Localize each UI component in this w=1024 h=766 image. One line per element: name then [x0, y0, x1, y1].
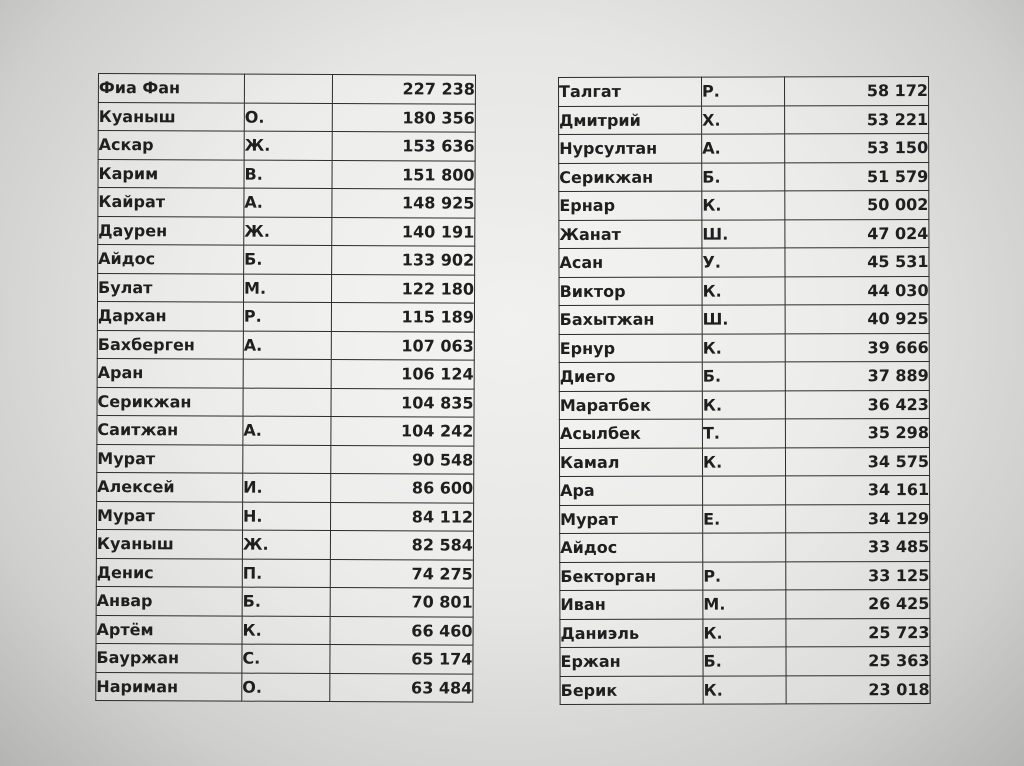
table-row	[560, 675, 930, 704]
name-cell: Саитжан	[97, 415, 243, 444]
name-cell: Айдос	[560, 533, 703, 562]
value-cell: 35 298	[785, 419, 929, 448]
initial-cell: Ш.	[702, 305, 785, 334]
initial-cell: Б.	[703, 647, 786, 676]
table-row	[97, 387, 474, 417]
table-row	[96, 672, 473, 702]
table-row	[98, 273, 475, 303]
initial-cell: К.	[703, 675, 786, 704]
value-cell: 39 666	[785, 333, 929, 362]
table-row	[560, 647, 930, 676]
table-row	[559, 219, 929, 248]
value-cell: 44 030	[785, 276, 929, 305]
initial-cell	[243, 359, 331, 388]
value-cell: 34 575	[785, 447, 929, 476]
value-cell: 106 124	[331, 360, 474, 389]
table-row	[560, 476, 930, 505]
name-cell: Алексей	[97, 472, 243, 501]
name-cell: Куаныш	[96, 529, 242, 558]
initial-cell: К.	[702, 390, 785, 419]
initial-cell: Ш.	[702, 219, 785, 248]
name-cell: Аран	[97, 358, 243, 387]
value-cell: 51 579	[785, 162, 929, 191]
table-row	[559, 276, 929, 305]
value-cell: 151 800	[332, 160, 475, 189]
name-cell: Ернар	[559, 191, 702, 220]
value-cell: 86 600	[331, 474, 474, 503]
initial-cell: Б.	[242, 587, 330, 616]
table-row	[98, 159, 475, 189]
value-cell: 122 180	[332, 274, 475, 303]
initial-cell: М.	[703, 590, 786, 619]
name-cell: Асылбек	[559, 419, 702, 448]
value-cell: 84 112	[331, 502, 474, 531]
table-row	[560, 618, 930, 647]
value-cell: 153 636	[332, 132, 475, 161]
value-cell: 33 485	[786, 533, 930, 562]
initial-cell: Ж.	[242, 530, 330, 559]
name-cell: Камал	[559, 448, 702, 477]
value-cell: 90 548	[331, 445, 474, 474]
table-row	[559, 105, 929, 134]
name-cell: Дмитрий	[559, 106, 702, 135]
value-cell: 227 238	[332, 75, 475, 104]
name-cell: Ержан	[560, 647, 703, 676]
value-cell: 70 801	[330, 588, 473, 617]
name-cell: Карим	[98, 159, 244, 188]
table-row	[559, 77, 929, 106]
initial-cell: К.	[702, 333, 785, 362]
value-cell: 37 889	[785, 362, 929, 391]
table-row	[560, 504, 930, 533]
name-cell: Булат	[98, 273, 244, 302]
value-cell: 40 925	[785, 305, 929, 334]
table-row	[98, 74, 475, 104]
initial-cell: К.	[242, 616, 330, 645]
initial-cell: Н.	[243, 502, 331, 531]
value-cell: 180 356	[332, 103, 475, 132]
table-row	[98, 245, 475, 275]
initial-cell: А.	[243, 331, 331, 360]
name-cell: Виктор	[559, 277, 702, 306]
table-row	[97, 501, 474, 531]
value-cell: 53 150	[785, 134, 929, 163]
value-cell: 148 925	[332, 189, 475, 218]
table-row	[559, 162, 929, 191]
value-cell: 104 242	[331, 417, 474, 446]
initial-cell: К.	[703, 618, 786, 647]
name-cell: Анвар	[96, 586, 242, 615]
value-cell: 25 363	[786, 647, 930, 676]
table-row	[560, 561, 930, 590]
value-cell: 104 835	[331, 388, 474, 417]
table-row	[96, 529, 473, 559]
name-cell: Куаныш	[98, 102, 244, 131]
name-cell: Мурат	[560, 505, 703, 534]
name-cell: Диего	[559, 362, 702, 391]
value-cell: 133 902	[332, 246, 475, 275]
name-cell: Маратбек	[559, 391, 702, 420]
initial-cell: О.	[242, 673, 330, 702]
table-row	[559, 447, 929, 476]
name-cell: Дархан	[97, 302, 243, 331]
name-cell: Кайрат	[98, 188, 244, 217]
initial-cell: Б.	[244, 245, 332, 274]
initial-cell: К.	[702, 447, 785, 476]
value-cell: 74 275	[330, 559, 473, 588]
initial-cell	[243, 388, 331, 417]
value-cell: 36 423	[785, 390, 929, 419]
table-row	[97, 472, 474, 502]
table-row	[96, 586, 473, 616]
value-cell: 34 129	[786, 504, 930, 533]
name-cell: Талгат	[559, 77, 702, 106]
name-cell: Даниэль	[560, 619, 703, 648]
name-cell: Денис	[96, 558, 242, 587]
initial-cell: К.	[702, 276, 785, 305]
ranking-table-left	[95, 73, 476, 703]
initial-cell: А.	[244, 188, 332, 217]
initial-cell: Х.	[702, 105, 785, 134]
name-cell: Бахытжан	[559, 305, 702, 334]
initial-cell: А.	[702, 134, 785, 163]
value-cell: 63 484	[330, 673, 473, 702]
initial-cell: И.	[243, 473, 331, 502]
initial-cell: К.	[702, 191, 785, 220]
table-body	[96, 74, 476, 703]
initial-cell: Б.	[702, 162, 785, 191]
value-cell: 115 189	[331, 303, 474, 332]
initial-cell: В.	[244, 160, 332, 189]
name-cell: Жанат	[559, 220, 702, 249]
value-cell: 82 584	[330, 531, 473, 560]
value-cell: 33 125	[786, 561, 930, 590]
table-row	[98, 131, 475, 161]
table-row	[98, 188, 475, 218]
table-row	[97, 302, 474, 332]
initial-cell: Б.	[702, 362, 785, 391]
initial-cell: О.	[244, 103, 332, 132]
table-row	[96, 558, 473, 588]
name-cell: Бекторган	[560, 562, 703, 591]
table-row	[96, 615, 473, 645]
value-cell: 26 425	[786, 590, 930, 619]
initial-cell	[244, 74, 332, 103]
value-cell: 140 191	[332, 217, 475, 246]
value-cell: 50 002	[785, 191, 929, 220]
initial-cell: С.	[242, 644, 330, 673]
initial-cell: Е.	[703, 504, 786, 533]
table-row	[560, 590, 930, 619]
value-cell: 65 174	[330, 645, 473, 674]
value-cell: 53 221	[785, 105, 929, 134]
name-cell: Фиа Фан	[98, 74, 244, 103]
name-cell: Берик	[560, 676, 703, 705]
name-cell: Серикжан	[559, 163, 702, 192]
initial-cell	[703, 476, 786, 505]
initial-cell: Р.	[243, 302, 331, 331]
initial-cell: Т.	[702, 419, 785, 448]
table-row	[97, 415, 474, 445]
name-cell: Мурат	[97, 444, 243, 473]
table-row	[97, 330, 474, 360]
value-cell: 45 531	[785, 248, 929, 277]
name-cell: Артём	[96, 615, 242, 644]
initial-cell: Ж.	[244, 217, 332, 246]
initial-cell: А.	[243, 416, 331, 445]
value-cell: 107 063	[331, 331, 474, 360]
table-row	[559, 333, 929, 362]
table-row	[559, 305, 929, 334]
name-cell: Нурсултан	[559, 134, 702, 163]
value-cell: 66 460	[330, 616, 473, 645]
table-row	[97, 444, 474, 474]
value-cell: 58 172	[785, 77, 929, 106]
name-cell: Даурен	[98, 216, 244, 245]
value-cell: 34 161	[786, 476, 930, 505]
initial-cell	[243, 445, 331, 474]
table-body	[559, 77, 931, 705]
table-row	[559, 134, 929, 163]
initial-cell: У.	[702, 248, 785, 277]
table-row	[559, 419, 929, 448]
value-cell: 47 024	[785, 219, 929, 248]
initial-cell: Р.	[703, 561, 786, 590]
table-row	[96, 643, 473, 673]
name-cell: Асан	[559, 248, 702, 277]
initial-cell: П.	[242, 559, 330, 588]
table-row	[98, 102, 475, 132]
name-cell: Нариман	[96, 672, 242, 701]
table-row	[559, 191, 929, 220]
table-row	[559, 248, 929, 277]
table-row	[97, 358, 474, 388]
initial-cell: Ж.	[244, 131, 332, 160]
value-cell: 23 018	[786, 675, 930, 704]
value-cell: 25 723	[786, 618, 930, 647]
ranking-table-right	[558, 76, 931, 705]
name-cell: Аскар	[98, 131, 244, 160]
name-cell: Серикжан	[97, 387, 243, 416]
name-cell: Бауржан	[96, 643, 242, 672]
table-row	[559, 390, 929, 419]
name-cell: Мурат	[97, 501, 243, 530]
table-row	[560, 533, 930, 562]
name-cell: Иван	[560, 590, 703, 619]
initial-cell: Р.	[702, 77, 785, 106]
name-cell: Айдос	[98, 245, 244, 274]
name-cell: Ернур	[559, 334, 702, 363]
table-row	[98, 216, 475, 246]
initial-cell: М.	[244, 274, 332, 303]
name-cell: Ара	[560, 476, 703, 505]
name-cell: Бахберген	[97, 330, 243, 359]
initial-cell	[703, 533, 786, 562]
table-row	[559, 362, 929, 391]
